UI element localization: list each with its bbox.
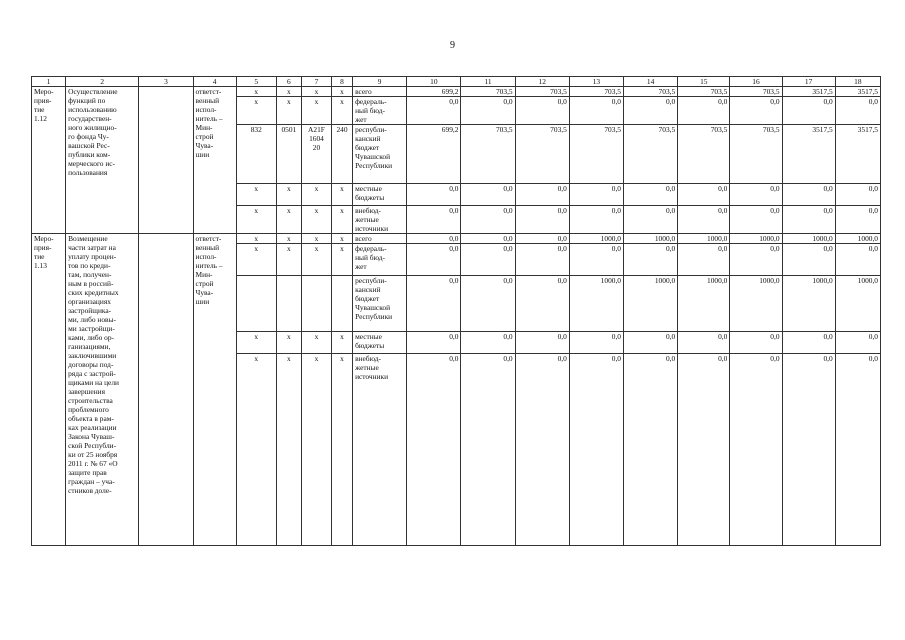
code-cell: 240: [332, 125, 353, 184]
code-cell: x: [332, 97, 353, 125]
page-number: 9: [450, 40, 455, 51]
value-cell: 0,0: [569, 184, 623, 206]
value-cell: 0,0: [678, 206, 730, 234]
value-cell: 0,0: [835, 206, 880, 234]
value-cell: 0,0: [624, 244, 678, 276]
value-cell: 703,5: [461, 125, 515, 184]
value-cell: 0,0: [515, 276, 569, 332]
value-cell: 0,0: [730, 97, 782, 125]
value-cell: 0,0: [515, 234, 569, 244]
value-cell: 0,0: [730, 332, 782, 354]
value-cell: 0,0: [461, 184, 515, 206]
funding-source: всего: [353, 234, 407, 244]
value-cell: 0,0: [515, 184, 569, 206]
value-cell: 1000,0: [624, 276, 678, 332]
value-cell: 1000,0: [835, 234, 880, 244]
header-cell: 17: [782, 77, 835, 87]
value-cell: 0,0: [730, 184, 782, 206]
code-cell: [276, 276, 301, 332]
value-cell: 703,5: [624, 125, 678, 184]
value-cell: 0,0: [782, 206, 835, 234]
value-cell: 0,0: [624, 206, 678, 234]
value-cell: 0,0: [835, 332, 880, 354]
value-cell: 0,0: [782, 332, 835, 354]
code-cell: A21F 1604 20: [301, 125, 331, 184]
code-cell: x: [332, 354, 353, 546]
value-cell: 0,0: [407, 97, 461, 125]
value-cell: 0,0: [678, 184, 730, 206]
code-cell: x: [332, 332, 353, 354]
code-cell: [332, 276, 353, 332]
header-cell: 3: [139, 77, 193, 87]
value-cell: 0,0: [461, 276, 515, 332]
value-cell: 3517,5: [835, 125, 880, 184]
value-cell: 0,0: [678, 244, 730, 276]
value-cell: 703,5: [678, 125, 730, 184]
header-cell: 13: [569, 77, 623, 87]
header-cell: 14: [624, 77, 678, 87]
budget-table: [31, 76, 881, 546]
value-cell: 0,0: [835, 354, 880, 546]
header-cell: 10: [407, 77, 461, 87]
value-cell: 0,0: [782, 97, 835, 125]
value-cell: 0,0: [569, 332, 623, 354]
value-cell: 0,0: [624, 97, 678, 125]
value-cell: 0,0: [515, 244, 569, 276]
value-cell: 0,0: [515, 206, 569, 234]
code-cell: x: [276, 332, 301, 354]
value-cell: 0,0: [678, 354, 730, 546]
header-cell: 9: [353, 77, 407, 87]
code-cell: x: [332, 87, 353, 97]
value-cell: 0,0: [407, 244, 461, 276]
header-cell: 5: [236, 77, 276, 87]
value-cell: 0,0: [569, 244, 623, 276]
code-cell: x: [301, 354, 331, 546]
value-cell: 0,0: [515, 332, 569, 354]
code-cell: x: [301, 206, 331, 234]
code-cell: x: [236, 234, 276, 244]
table-row: [32, 87, 881, 97]
code-cell: x: [276, 244, 301, 276]
value-cell: 703,5: [569, 125, 623, 184]
header-cell: 16: [730, 77, 782, 87]
value-cell: 0,0: [515, 97, 569, 125]
code-cell: x: [276, 97, 301, 125]
value-cell: 0,0: [461, 206, 515, 234]
code-cell: x: [276, 206, 301, 234]
header-cell: 8: [332, 77, 353, 87]
funding-source: республи- канский бюджет Чувашской Республики: [353, 125, 407, 184]
value-cell: 0,0: [678, 97, 730, 125]
code-cell: x: [301, 244, 331, 276]
value-cell: 1000,0: [782, 234, 835, 244]
funding-source: местные бюджеты: [353, 332, 407, 354]
value-cell: 0,0: [569, 354, 623, 546]
value-cell: 0,0: [835, 97, 880, 125]
value-cell: 0,0: [569, 206, 623, 234]
code-cell: x: [332, 206, 353, 234]
value-cell: 1000,0: [569, 234, 623, 244]
header-cell: 2: [66, 77, 139, 87]
funding-source: внебюд- жетные источники: [353, 354, 407, 546]
funding-source: федераль- ный бюд- жет: [353, 244, 407, 276]
funding-source: республи- канский бюджет Чувашской Республики: [353, 276, 407, 332]
header-cell: 4: [193, 77, 236, 87]
value-cell: 1000,0: [730, 276, 782, 332]
code-cell: x: [301, 184, 331, 206]
value-cell: 0,0: [407, 354, 461, 546]
value-cell: 0,0: [730, 354, 782, 546]
code-cell: x: [236, 206, 276, 234]
value-cell: 703,5: [515, 125, 569, 184]
funding-source: федераль- ный бюд- жет: [353, 97, 407, 125]
value-cell: 0,0: [624, 332, 678, 354]
value-cell: 0,0: [782, 354, 835, 546]
code-cell: x: [301, 332, 331, 354]
value-cell: 0,0: [461, 354, 515, 546]
funding-source: местные бюджеты: [353, 184, 407, 206]
value-cell: 0,0: [624, 354, 678, 546]
event-number: Меро- прия- тие 1.12: [32, 87, 66, 234]
value-cell: 1000,0: [624, 234, 678, 244]
header-cell: 18: [835, 77, 880, 87]
value-cell: 0,0: [461, 234, 515, 244]
code-cell: x: [332, 184, 353, 206]
code-cell: x: [236, 87, 276, 97]
value-cell: 0,0: [407, 206, 461, 234]
value-cell: 703,5: [730, 87, 782, 97]
value-cell: 0,0: [782, 244, 835, 276]
header-cell: 7: [301, 77, 331, 87]
value-cell: 0,0: [730, 244, 782, 276]
code-cell: x: [236, 97, 276, 125]
header-row: [32, 77, 881, 87]
table-row: [32, 234, 881, 244]
value-cell: 0,0: [407, 234, 461, 244]
executor-cell: ответст- венный испол- нитель – Мин- строй Чува- шии: [193, 234, 236, 546]
code-cell: x: [332, 234, 353, 244]
code-cell: 832: [236, 125, 276, 184]
header-cell: 12: [515, 77, 569, 87]
value-cell: 0,0: [407, 276, 461, 332]
funding-source: внебюд- жетные источники: [353, 206, 407, 234]
code-cell: x: [301, 234, 331, 244]
value-cell: 0,0: [461, 97, 515, 125]
header-cell: 11: [461, 77, 515, 87]
funding-source: всего: [353, 87, 407, 97]
value-cell: 703,5: [461, 87, 515, 97]
value-cell: 0,0: [624, 184, 678, 206]
value-cell: 0,0: [835, 244, 880, 276]
code-cell: x: [332, 244, 353, 276]
header-cell: 6: [276, 77, 301, 87]
header-cell: 1: [32, 77, 66, 87]
code-cell: x: [301, 97, 331, 125]
value-cell: 0,0: [569, 97, 623, 125]
value-cell: 1000,0: [730, 234, 782, 244]
code-cell: x: [276, 184, 301, 206]
code-cell: x: [276, 87, 301, 97]
code-cell: x: [301, 87, 331, 97]
executor-cell: ответст- венный испол- нитель – Мин- строй Чува- шии: [193, 87, 236, 234]
value-cell: 1000,0: [678, 234, 730, 244]
value-cell: 1000,0: [782, 276, 835, 332]
value-cell: 0,0: [407, 332, 461, 354]
event-number: Меро- прия- тие 1.13: [32, 234, 66, 546]
event-description: Осуществление функций по использованию государствен- ного жилищно- го фонда Чу- вашской Рес- публики ком- мерческого ис- пользования: [66, 87, 139, 234]
value-cell: 1000,0: [678, 276, 730, 332]
code-cell: x: [236, 184, 276, 206]
value-cell: 3517,5: [835, 87, 880, 97]
value-cell: 703,5: [678, 87, 730, 97]
code-cell: x: [236, 332, 276, 354]
value-cell: 703,5: [624, 87, 678, 97]
value-cell: 0,0: [515, 354, 569, 546]
value-cell: 3517,5: [782, 125, 835, 184]
header-cell: 15: [678, 77, 730, 87]
value-cell: 0,0: [678, 332, 730, 354]
code-cell: [236, 276, 276, 332]
code-cell: x: [236, 354, 276, 546]
code-cell: [301, 276, 331, 332]
value-cell: 0,0: [730, 206, 782, 234]
code-cell: x: [236, 244, 276, 276]
value-cell: 703,5: [515, 87, 569, 97]
value-cell: 1000,0: [569, 276, 623, 332]
code-cell: 0501: [276, 125, 301, 184]
column-3-cell: [139, 87, 193, 234]
column-3-cell: [139, 234, 193, 546]
value-cell: 0,0: [835, 184, 880, 206]
value-cell: 0,0: [782, 184, 835, 206]
value-cell: 1000,0: [835, 276, 880, 332]
code-cell: x: [276, 354, 301, 546]
value-cell: 699,2: [407, 87, 461, 97]
value-cell: 0,0: [461, 332, 515, 354]
code-cell: x: [276, 234, 301, 244]
value-cell: 3517,5: [782, 87, 835, 97]
event-description: Возмещение части затрат на уплату процен- тов по креди- там, получен- ным в россий- ских кредитных организациях застройщика- ми, либо новы- ми застройщи- ками, либо ор- ганизациями, заключившими договоры под- ряда с застрой- щиками на цели завершения строительства проблемного объекта в рам- ках реализации Закона Чуваш- ской Республи- ки от 25 ноября 2011 г. № 67 «О защите прав граждан – уча- стников доле-: [66, 234, 139, 546]
value-cell: 703,5: [730, 125, 782, 184]
value-cell: 0,0: [461, 244, 515, 276]
value-cell: 0,0: [407, 184, 461, 206]
value-cell: 699,2: [407, 125, 461, 184]
value-cell: 703,5: [569, 87, 623, 97]
